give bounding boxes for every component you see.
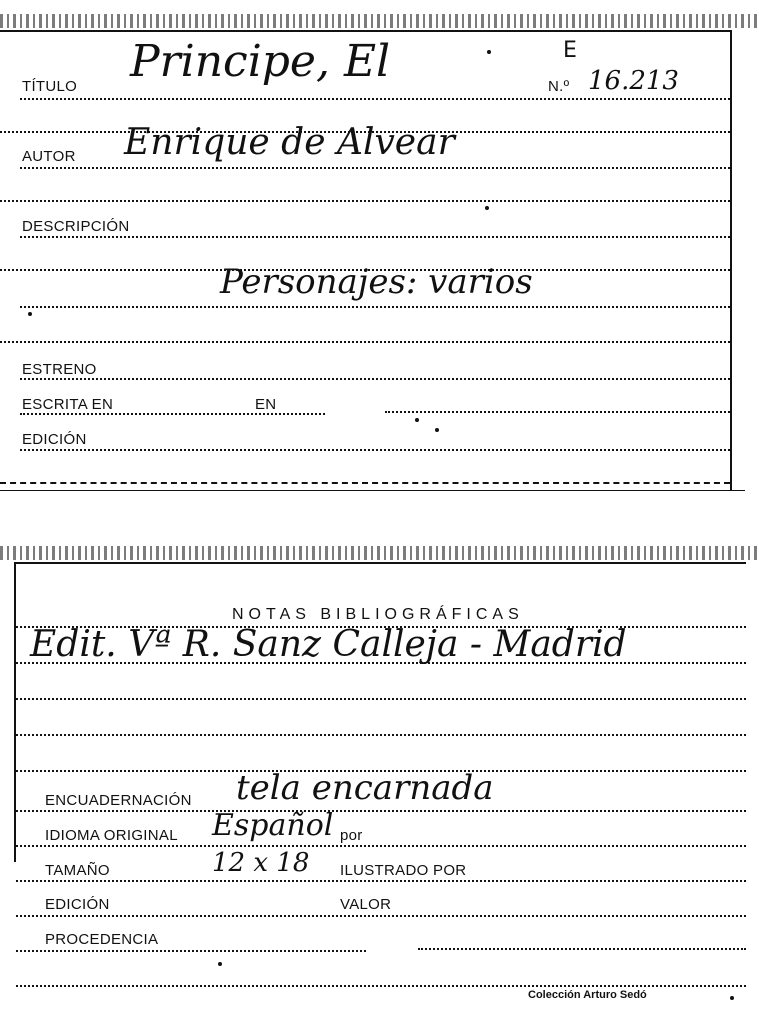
valor-label: VALOR [340,896,392,913]
idioma-original-value: Español [212,808,334,843]
notas-value: Edit. Vª R. Sanz Calleja - Madrid [30,624,627,665]
estreno-label: ESTRENO [22,361,97,378]
escrita-en-label: ESCRITA EN [22,396,114,413]
card-border-left [14,562,16,862]
tamano-label: TAMAÑO [45,862,110,879]
idioma-original-label: IDIOMA ORIGINAL [45,827,178,844]
tamano-value: 12 x 18 [212,848,310,878]
en-label: EN [255,396,277,413]
procedencia-label: PROCEDENCIA [45,931,159,948]
edicion-label: EDICIÓN [22,431,87,448]
titulo-label: TÍTULO [22,78,78,95]
notas-bibliograficas-title: NOTAS BIBLIOGRÁFICAS [232,606,524,623]
encuadernacion-value: tela encarnada [236,768,494,808]
descripcion-value: Personajes: varios [220,262,533,302]
card-border-top [14,562,746,564]
numero-value: 16.213 [588,66,679,96]
collection-credit: Colección Arturo Sedó [528,989,647,1001]
titulo-value: Principe, El [130,36,391,87]
catalog-card-bottom [0,540,759,1028]
autor-label: AUTOR [22,148,76,165]
card-border-bottom [0,490,745,491]
edicion-label: EDICIÓN [45,896,110,913]
ilustrado-por-label: ILUSTRADO POR [340,862,467,879]
card-border-top [0,30,732,32]
numero-prefix: E [563,38,577,63]
descripcion-label: DESCRIPCIÓN [22,218,130,235]
catalog-card-top [0,0,759,500]
por-label: por [340,827,363,844]
card-border-right [730,30,732,490]
encuadernacion-label: ENCUADERNACIÓN [45,792,192,809]
numero-label: N.º [548,78,570,95]
torn-edge [0,14,759,28]
torn-edge [0,546,759,560]
autor-value: Enrique de Alvear [124,122,455,163]
